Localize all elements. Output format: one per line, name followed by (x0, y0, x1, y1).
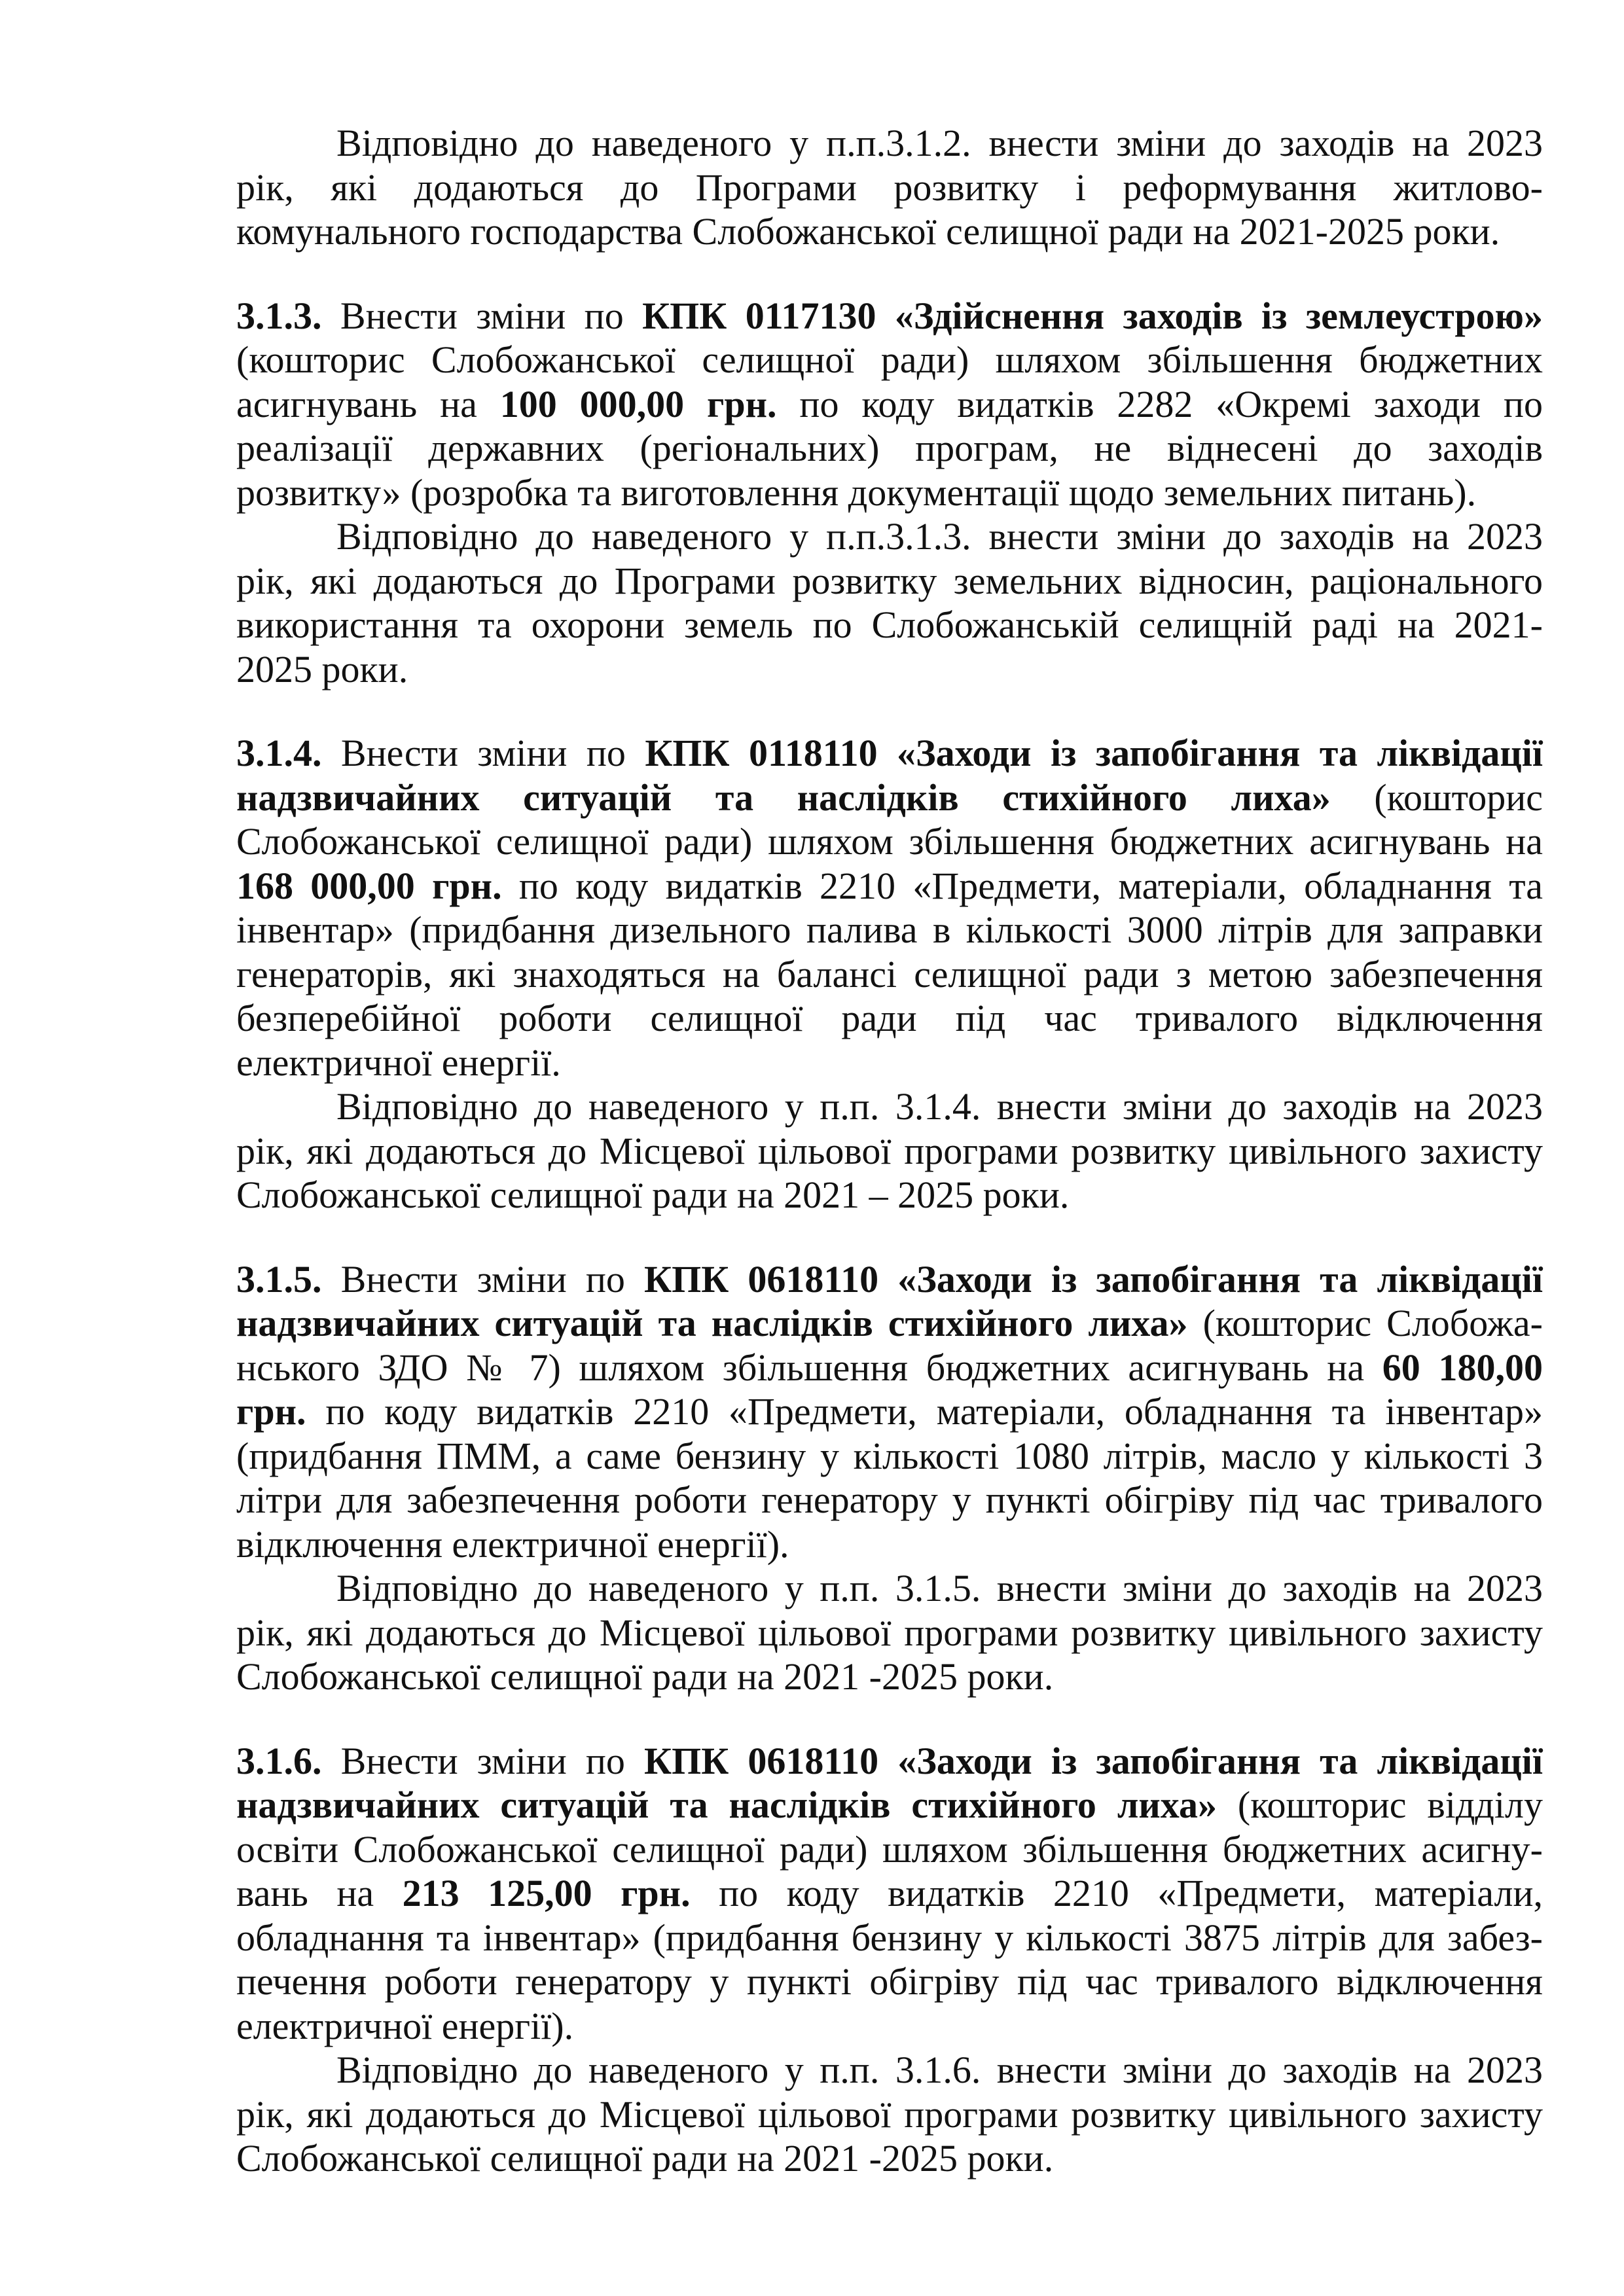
bold-text: надзвичайних ситуацій та наслідків стихійного лиха» (236, 776, 1331, 819)
text-line (236, 121, 1543, 166)
text: інвентар» (придбання дизельного палива в кількості 3000 літрів для заправки (236, 908, 1543, 951)
reference-paragraph (236, 1566, 1543, 1699)
bold-text: КПК 0118110 «Заходи із запобігання та ліквідації (645, 732, 1543, 774)
text: рік, які додаються до Місцевої цільової програми розвитку цивільного захисту (236, 2092, 1543, 2136)
text: Внести зміни по (321, 1257, 645, 1300)
text-line (236, 338, 1543, 382)
text: (кошторис відділу (1217, 1784, 1543, 1826)
text: освіти Слобожанської селищної ради) шляхом збільшення бюджетних асигну- (236, 1827, 1543, 1871)
text: Слобожанської селищної ради на 2021 -2025 роки. (236, 2137, 1054, 2179)
text-line (236, 514, 1543, 559)
text: Відповідно до наведеного у п.п. 3.1.6. внести зміни до заходів на 2023 (336, 2049, 1543, 2091)
text: реалізації державних (регіональних) програм, не віднесені до заходів (236, 427, 1543, 469)
text-line (236, 1478, 1543, 1522)
text: Відповідно до наведеного у п.п. 3.1.5. внести зміни до заходів на 2023 (336, 1567, 1543, 1609)
text: (кошторис Слобожанської селищної ради) шляхом збільшення бюджетних (236, 338, 1543, 381)
amendment-paragraph (236, 294, 1543, 515)
text-line (236, 1522, 1543, 1567)
text: нського ЗДО № 7) шляхом збільшення бюджетних асигнувань на (236, 1346, 1382, 1389)
text: Слобожанської селищної ради на 2021 – 2025 роки. (236, 1174, 1070, 1216)
text-line (236, 1960, 1543, 2004)
text-line (236, 426, 1543, 471)
text-line (236, 603, 1543, 647)
text-line (236, 2048, 1543, 2092)
text-line (236, 1916, 1543, 1960)
text-line (236, 864, 1543, 908)
text-line (236, 819, 1543, 864)
document-page (236, 121, 1543, 2221)
bold-text: 3.1.4. (236, 732, 322, 774)
text: Внести зміни по (321, 294, 643, 337)
text-line (236, 952, 1543, 997)
bold-text: 60 180,00 (1382, 1346, 1543, 1389)
text: рік, які додаються до Програми розвитку земельних відносин, раціонального (236, 559, 1543, 602)
text-line (236, 1129, 1543, 1174)
text-line (236, 776, 1543, 820)
bold-text: 213 125,00 грн. (402, 1872, 691, 1914)
text-line (236, 731, 1543, 776)
text: Слобожанської селищної ради на 2021 -2025 роки. (236, 1655, 1054, 1698)
text: асигнувань на (236, 382, 500, 425)
text-line (236, 1041, 1543, 1085)
text-line (236, 1566, 1543, 1611)
text: рік, які додаються до Програми розвитку і реформування житлово- (236, 166, 1543, 209)
bold-text: 3.1.3. (236, 294, 322, 337)
text-line (236, 382, 1543, 427)
text: печення роботи генератору у пункті обігріву під час тривалого відключення (236, 1960, 1543, 2003)
text: (кошторис (1330, 776, 1543, 819)
text-line (236, 1346, 1543, 1390)
bold-text: 3.1.6. (236, 1739, 322, 1782)
text: Відповідно до наведеного у п.п. 3.1.4. внести зміни до заходів на 2023 (336, 1085, 1543, 1128)
text: електричної енергії. (236, 1041, 561, 1084)
reference-paragraph (236, 121, 1543, 254)
text: рік, які додаються до Місцевої цільової програми розвитку цивільного захисту (236, 1129, 1543, 1172)
text: відключення електричної енергії). (236, 1522, 789, 1566)
text-line (236, 1434, 1543, 1479)
text: обладнання та інвентар» (придбання бензину у кількості 3875 літрів для забез- (236, 1916, 1543, 1959)
text: електричної енергії). (236, 2004, 574, 2047)
reference-paragraph (236, 2048, 1543, 2181)
amendment-paragraph (236, 1257, 1543, 1567)
text: по коду видатків 2210 «Предмети, матеріали, обладнання та інвентар» (306, 1390, 1543, 1433)
text: Внести зміни по (321, 1739, 645, 1782)
text-line (236, 647, 1543, 692)
text: літри для забезпечення роботи генератору у пункті обігріву під час тривалого (236, 1479, 1543, 1521)
reference-paragraph (236, 514, 1543, 691)
text: розвитку» (розробка та виготовлення документації щодо земельних питань). (236, 471, 1477, 514)
section-block (236, 1739, 1543, 2181)
reference-paragraph (236, 1085, 1543, 1217)
bold-text: КПК 0618110 «Заходи із запобігання та ліквідації (644, 1257, 1543, 1300)
text: Відповідно до наведеного у п.п.3.1.2. внести зміни до заходів на 2023 (336, 122, 1543, 164)
bold-text: 100 000,00 грн. (499, 382, 777, 425)
text: по коду видатків 2210 «Предмети, матеріали, обладнання та (501, 864, 1543, 907)
text-line (236, 1173, 1543, 1217)
amendment-paragraph (236, 1739, 1543, 2049)
text-line (236, 471, 1543, 515)
text-line (236, 166, 1543, 210)
text-line (236, 1655, 1543, 1699)
text-line (236, 1611, 1543, 1655)
bold-text: надзвичайних ситуацій та наслідків стихійного лиха» (236, 1784, 1218, 1826)
text: Відповідно до наведеного у п.п.3.1.3. внести зміни до заходів на 2023 (336, 515, 1543, 558)
text-line (236, 1871, 1543, 1916)
text-line (236, 1739, 1543, 1784)
text: по коду видатків 2210 «Предмети, матеріали, (690, 1872, 1543, 1914)
text: комунального господарства Слобожанської селищної ради на 2021-2025 роки. (236, 210, 1500, 253)
text: безперебійної роботи селищної ради під час тривалого відключення (236, 997, 1543, 1039)
text: Слобожанської селищної ради) шляхом збільшення бюджетних асигнувань на (236, 820, 1543, 863)
text-line (236, 996, 1543, 1041)
text: вань на (236, 1872, 403, 1914)
text: Внести зміни по (321, 732, 645, 774)
text-line (236, 2004, 1543, 2049)
text: генераторів, які знаходяться на балансі селищної ради з метою забезпечення (236, 952, 1543, 996)
text-line (236, 1085, 1543, 1129)
text-line (236, 1301, 1543, 1346)
text-line (236, 2136, 1543, 2181)
text: рік, які додаються до Місцевої цільової програми розвитку цивільного захисту (236, 1611, 1543, 1654)
text-line (236, 1783, 1543, 1827)
text: 2025 роки. (236, 647, 408, 691)
section-block (236, 294, 1543, 692)
bold-text: 168 000,00 грн. (236, 864, 502, 907)
bold-text: КПК 0618110 «Заходи із запобігання та ліквідації (644, 1739, 1543, 1782)
text: по коду видатків 2282 «Окремі заходи по (776, 382, 1543, 425)
text: (кошторис Слобожа- (1187, 1302, 1543, 1344)
text: (придбання ПММ, а саме бензину у кількості 1080 літрів, масло у кількості 3 (236, 1434, 1543, 1477)
bold-text: 3.1.5. (236, 1257, 322, 1300)
text-line (236, 908, 1543, 952)
section-block (236, 731, 1543, 1217)
text-line (236, 2092, 1543, 2137)
text-line (236, 1390, 1543, 1434)
text: використання та охорони земель по Слобожанській селищній раді на 2021- (236, 603, 1543, 646)
bold-text: грн. (236, 1390, 306, 1433)
text-line (236, 559, 1543, 603)
bold-text: надзвичайних ситуацій та наслідків стихійного лиха» (236, 1302, 1188, 1344)
section-block (236, 121, 1543, 254)
text-line (236, 1827, 1543, 1872)
section-block (236, 1257, 1543, 1699)
amendment-paragraph (236, 731, 1543, 1085)
bold-text: КПК 0117130 «Здійснення заходів із землеустрою» (642, 294, 1543, 337)
text-line (236, 294, 1543, 338)
text-line (236, 209, 1543, 254)
text-line (236, 1257, 1543, 1302)
